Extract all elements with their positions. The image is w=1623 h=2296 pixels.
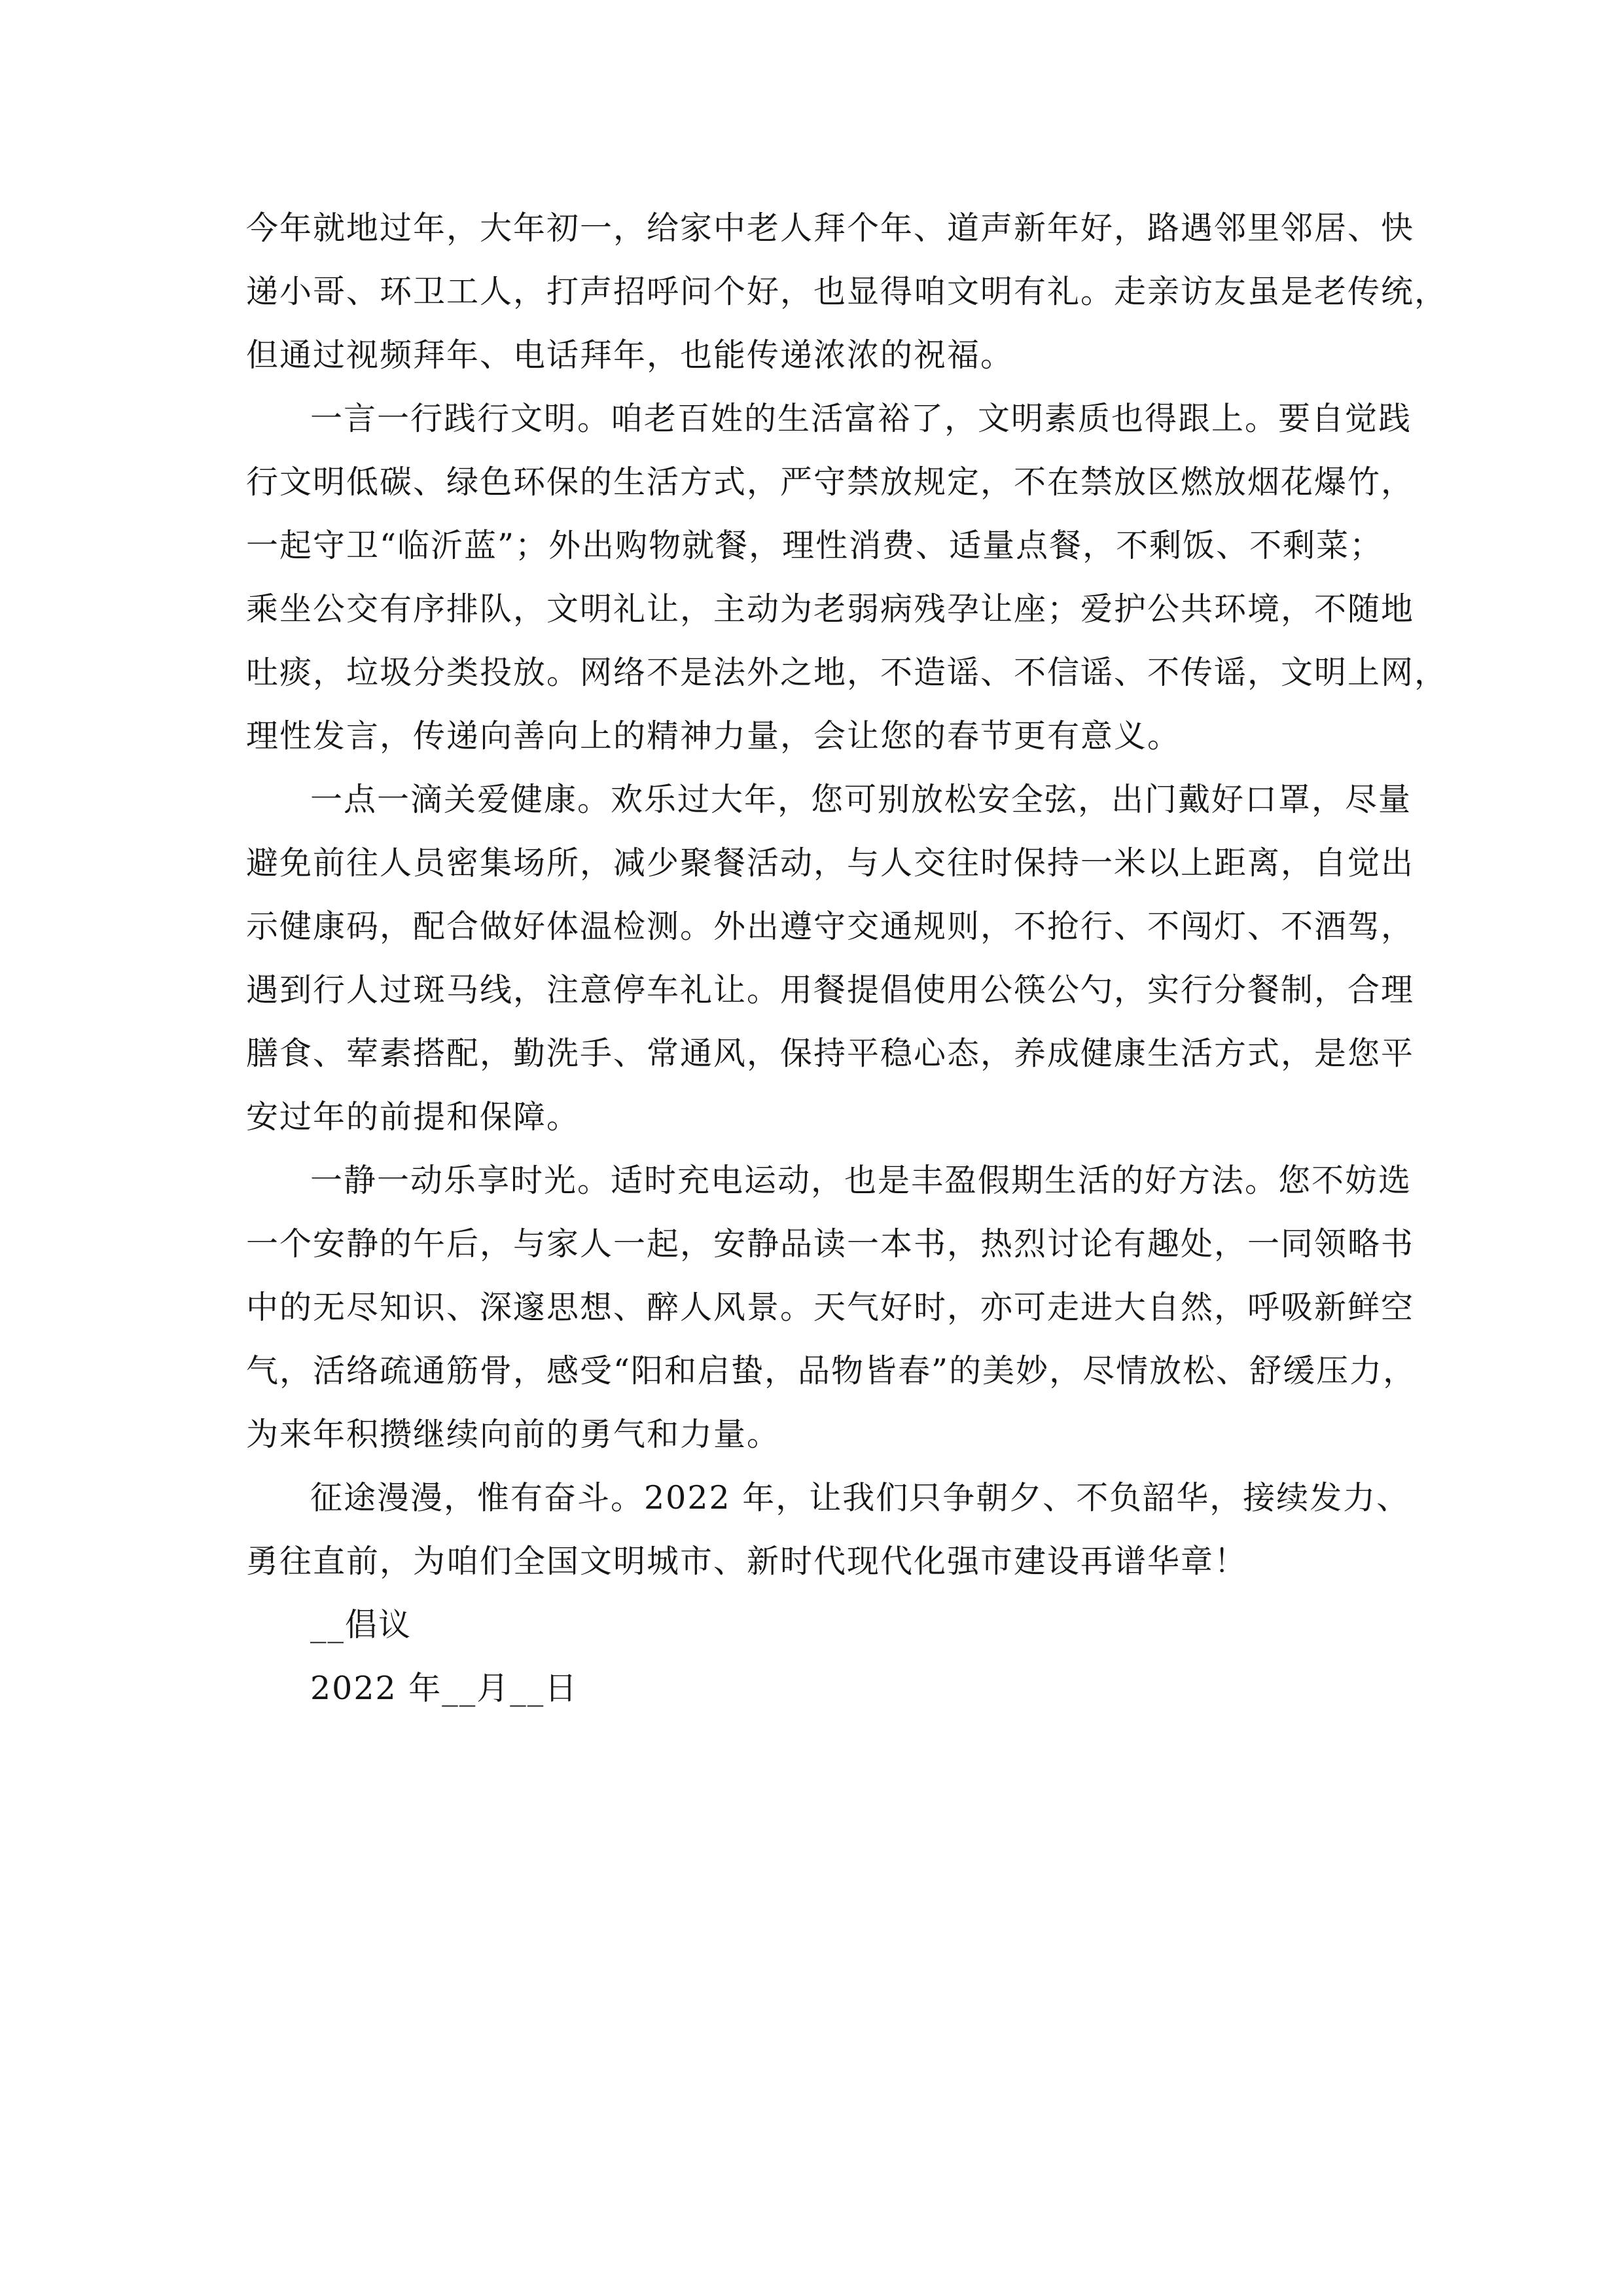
paragraph-line: 行文明低碳、绿色环保的生活方式，严守禁放规定，不在禁放区燃放烟花爆竹， bbox=[246, 463, 1415, 501]
paragraph-2 bbox=[246, 387, 1448, 768]
paragraph-line: 乘坐公交有序排队，文明礼让，主动为老弱病残孕让座；爱护公共环境，不随地 bbox=[246, 590, 1415, 628]
paragraph-line: 中的无尽知识、深邃思想、醉人风景。天气好时，亦可走进大自然，呼吸新鲜空 bbox=[246, 1289, 1415, 1326]
paragraph-line: 一静一动乐享时光。适时充电运动，也是丰盈假期生活的好方法。您不妨选 bbox=[310, 1162, 1412, 1199]
paragraph-5 bbox=[246, 1466, 1410, 1593]
signature-line: __倡议 bbox=[310, 1606, 412, 1643]
paragraph-line: 安过年的前提和保障。 bbox=[246, 1098, 580, 1136]
paragraph-line: 气，活络疏通筋骨，感受“阳和启蛰，品物皆春”的美妙，尽情放松、舒缓压力， bbox=[246, 1352, 1417, 1390]
paragraph-line: 但通过视频拜年、电话拜年，也能传递浓浓的祝福。 bbox=[246, 336, 1014, 374]
paragraph-line: 一点一滴关爱健康。欢乐过大年，您可别放松安全弦，出门戴好口罩，尽量 bbox=[310, 781, 1412, 818]
date-line: 2022 年__月__日 bbox=[310, 1670, 579, 1707]
paragraph-line: 膳食、荤素搭配，勤洗手、常通风，保持平稳心态，养成健康生活方式，是您平 bbox=[246, 1035, 1415, 1072]
paragraph-line: 一起守卫“临沂蓝”；外出购物就餐，理性消费、适量点餐，不剩饭、不剩菜； bbox=[246, 527, 1383, 564]
paragraph-line: 示健康码，配合做好体温检测。外出遵守交通规则，不抢行、不闯灯、不酒驾， bbox=[246, 908, 1415, 945]
paragraph-line: 避免前往人员密集场所，减少聚餐活动，与人交往时保持一米以上距离，自觉出 bbox=[246, 844, 1415, 882]
paragraph-line: 征途漫漫，惟有奋斗。2022 年，让我们只争朝夕、不负韶华，接续发力、 bbox=[310, 1479, 1410, 1516]
paragraph-3 bbox=[246, 768, 1415, 1149]
paragraph-1 bbox=[246, 196, 1448, 387]
paragraph-4 bbox=[246, 1149, 1417, 1466]
paragraph-line: 理性发言，传递向善向上的精神力量，会让您的春节更有意义。 bbox=[246, 717, 1181, 755]
paragraph-line: 吐痰，垃圾分类投放。网络不是法外之地，不造谣、不信谣、不传谣，文明上网， bbox=[246, 654, 1448, 691]
paragraph-line: 遇到行人过斑马线，注意停车礼让。用餐提倡使用公筷公勺，实行分餐制，合理 bbox=[246, 971, 1415, 1009]
paragraph-line: 为来年积攒继续向前的勇气和力量。 bbox=[246, 1416, 781, 1453]
paragraph-line: 今年就地过年，大年初一，给家中老人拜个年、道声新年好，路遇邻里邻居、快 bbox=[246, 209, 1415, 247]
paragraph-line: 一个安静的午后，与家人一起，安静品读一本书，热烈讨论有趣处，一同领略书 bbox=[246, 1225, 1415, 1263]
paragraph-line: 一言一行践行文明。咱老百姓的生活富裕了，文明素质也得跟上。要自觉践 bbox=[310, 400, 1412, 437]
document-body bbox=[246, 196, 1448, 1720]
paragraph-line: 勇往直前，为咱们全国文明城市、新时代现代化强市建设再谱华章！ bbox=[246, 1543, 1248, 1580]
paragraph-line: 递小哥、环卫工人，打声招呼问个好，也显得咱文明有礼。走亲访友虽是老传统， bbox=[246, 273, 1448, 310]
